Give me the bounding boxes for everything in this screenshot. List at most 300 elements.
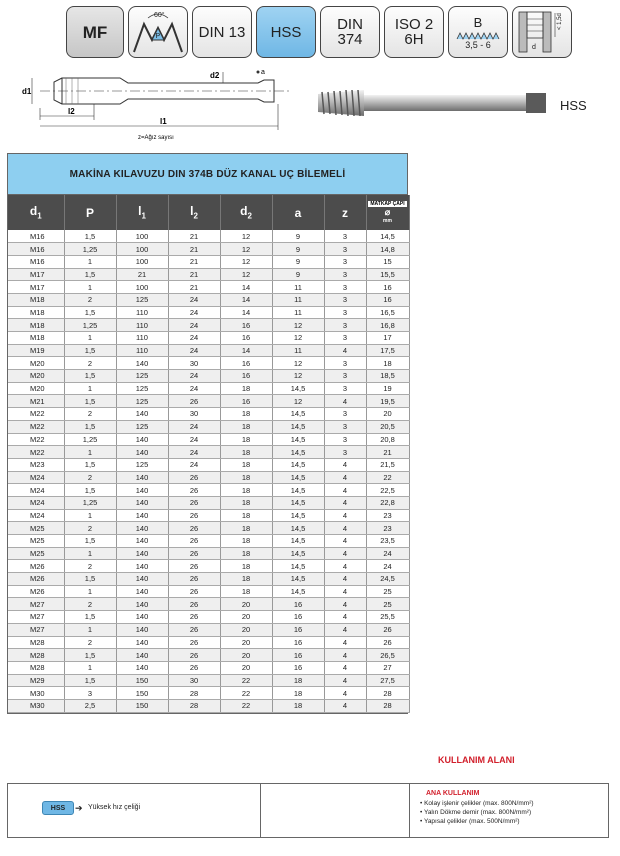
cell-a: 16 xyxy=(272,649,324,662)
cell-l1: 140 xyxy=(116,535,168,548)
cell-d2: 18 xyxy=(220,446,272,459)
cell-z: 4 xyxy=(324,687,366,700)
cell-a: 11 xyxy=(272,293,324,306)
cell-a: 14,5 xyxy=(272,535,324,548)
iso-line1: ISO 2 xyxy=(394,16,434,33)
table-row xyxy=(8,319,409,332)
cell-l1: 140 xyxy=(116,560,168,573)
main-usage-item: • Yapısal çelikler (max. 500N/mm²) xyxy=(420,818,520,825)
table-row xyxy=(8,522,409,535)
cell-a: 12 xyxy=(272,319,324,332)
cell-a: 14,5 xyxy=(272,471,324,484)
header-l2-sub: 2 xyxy=(193,211,198,221)
cell-a: 14,5 xyxy=(272,382,324,395)
cell-a: 18 xyxy=(272,687,324,700)
footer-divider-2 xyxy=(409,784,410,837)
cell-a: 16 xyxy=(272,661,324,674)
cell-drill-diameter: 25 xyxy=(366,598,409,611)
cell-l2: 26 xyxy=(168,573,220,586)
cell-p: 1,5 xyxy=(64,611,116,624)
cell-d2: 14 xyxy=(220,293,272,306)
table-row xyxy=(8,585,409,598)
cell-d2: 18 xyxy=(220,573,272,586)
cell-z: 4 xyxy=(324,560,366,573)
cell-drill-diameter: 16,8 xyxy=(366,319,409,332)
cell-a: 11 xyxy=(272,281,324,294)
table-row xyxy=(8,293,409,306)
cell-d2: 22 xyxy=(220,674,272,687)
cell-drill-diameter: 21 xyxy=(366,446,409,459)
cell-drill-diameter: 17 xyxy=(366,332,409,345)
cell-drill-diameter: 20,8 xyxy=(366,433,409,446)
cell-d1: M27 xyxy=(8,623,64,636)
cell-l1: 140 xyxy=(116,446,168,459)
diameter-icon: ⌀ xyxy=(384,207,391,217)
cell-d2: 20 xyxy=(220,598,272,611)
cell-l1: 150 xyxy=(116,674,168,687)
cell-p: 1,5 xyxy=(64,535,116,548)
cell-a: 18 xyxy=(272,699,324,712)
cell-d1: M19 xyxy=(8,344,64,357)
cell-p: 1,5 xyxy=(64,649,116,662)
cell-l2: 24 xyxy=(168,319,220,332)
cell-a: 9 xyxy=(272,243,324,256)
cell-drill-diameter: 27 xyxy=(366,661,409,674)
cell-d1: M28 xyxy=(8,661,64,674)
table-row xyxy=(8,243,409,256)
cell-drill-diameter: 19 xyxy=(366,382,409,395)
cell-p: 1,5 xyxy=(64,458,116,471)
cell-z: 3 xyxy=(324,230,366,243)
cell-l1: 150 xyxy=(116,687,168,700)
cell-l1: 140 xyxy=(116,433,168,446)
cell-z: 3 xyxy=(324,293,366,306)
thread-profile-badge xyxy=(128,6,188,58)
cell-l1: 140 xyxy=(116,522,168,535)
cell-p: 1,25 xyxy=(64,433,116,446)
cell-p: 2 xyxy=(64,522,116,535)
cell-z: 3 xyxy=(324,420,366,433)
table-row xyxy=(8,623,409,636)
section-badge xyxy=(512,6,572,58)
cell-d2: 18 xyxy=(220,560,272,573)
table-row xyxy=(8,281,409,294)
table-row xyxy=(8,573,409,586)
cell-l2: 26 xyxy=(168,395,220,408)
hss-badge xyxy=(256,6,316,58)
cell-drill-diameter: 22,5 xyxy=(366,484,409,497)
cell-z: 4 xyxy=(324,699,366,712)
cell-p: 1 xyxy=(64,547,116,560)
cell-d1: M25 xyxy=(8,547,64,560)
cell-l1: 140 xyxy=(116,611,168,624)
cell-l2: 24 xyxy=(168,332,220,345)
cell-z: 3 xyxy=(324,433,366,446)
spec-badge-row xyxy=(66,6,563,58)
cell-d2: 12 xyxy=(220,255,272,268)
table-row xyxy=(8,255,409,268)
cell-l2: 28 xyxy=(168,699,220,712)
cell-p: 2 xyxy=(64,357,116,370)
table-row xyxy=(8,687,409,700)
cell-z: 3 xyxy=(324,243,366,256)
cell-d2: 18 xyxy=(220,535,272,548)
din374-line1: DIN xyxy=(337,16,363,33)
cell-l2: 26 xyxy=(168,471,220,484)
cell-z: 4 xyxy=(324,522,366,535)
cell-d1: M26 xyxy=(8,573,64,586)
cell-z: 3 xyxy=(324,357,366,370)
cell-p: 1 xyxy=(64,623,116,636)
cell-z: 4 xyxy=(324,623,366,636)
cell-z: 4 xyxy=(324,458,366,471)
cell-l2: 24 xyxy=(168,382,220,395)
cell-a: 14,5 xyxy=(272,573,324,586)
cell-a: 18 xyxy=(272,674,324,687)
cell-z: 4 xyxy=(324,395,366,408)
cell-p: 1,5 xyxy=(64,395,116,408)
hss-legend-chip: HSS xyxy=(42,801,74,815)
cell-l1: 125 xyxy=(116,458,168,471)
cell-d2: 16 xyxy=(220,395,272,408)
arrow-right-icon: ➔ xyxy=(75,803,83,813)
cell-d1: M17 xyxy=(8,281,64,294)
cell-p: 1,25 xyxy=(64,319,116,332)
cell-p: 1 xyxy=(64,255,116,268)
cell-drill-diameter: 19,5 xyxy=(366,395,409,408)
cell-d2: 16 xyxy=(220,332,272,345)
cell-d1: M24 xyxy=(8,471,64,484)
cell-drill-diameter: 14,8 xyxy=(366,243,409,256)
cell-d2: 16 xyxy=(220,357,272,370)
cell-d1: M25 xyxy=(8,522,64,535)
cell-z: 4 xyxy=(324,471,366,484)
cell-l2: 24 xyxy=(168,458,220,471)
cell-drill-diameter: 26 xyxy=(366,623,409,636)
cell-l1: 21 xyxy=(116,268,168,281)
table-row xyxy=(8,484,409,497)
cell-d2: 20 xyxy=(220,649,272,662)
cell-l1: 125 xyxy=(116,420,168,433)
cell-a: 14,5 xyxy=(272,547,324,560)
header-l2-text: l xyxy=(190,204,194,219)
table-row xyxy=(8,535,409,548)
cell-d1: M16 xyxy=(8,243,64,256)
table-row xyxy=(8,332,409,345)
cell-p: 1,5 xyxy=(64,344,116,357)
cell-drill-diameter: 16 xyxy=(366,281,409,294)
d1-dimension-label: d1 xyxy=(22,87,32,96)
table-row xyxy=(8,382,409,395)
usage-area-title: KULLANIM ALANI xyxy=(438,755,515,765)
cell-l2: 26 xyxy=(168,509,220,522)
table-body xyxy=(8,230,409,712)
cell-d2: 22 xyxy=(220,699,272,712)
cell-l2: 24 xyxy=(168,293,220,306)
cell-l1: 110 xyxy=(116,332,168,345)
cell-l2: 21 xyxy=(168,268,220,281)
cell-z: 3 xyxy=(324,319,366,332)
header-d2-sub: 2 xyxy=(247,211,252,221)
cell-drill-diameter: 16 xyxy=(366,293,409,306)
cell-l1: 125 xyxy=(116,293,168,306)
cell-drill-diameter: 23,5 xyxy=(366,535,409,548)
cell-p: 2 xyxy=(64,598,116,611)
cell-z: 4 xyxy=(324,598,366,611)
header-d1-text: d xyxy=(29,204,38,219)
main-usage-list xyxy=(420,799,534,826)
cell-l1: 110 xyxy=(116,319,168,332)
cell-a: 14,5 xyxy=(272,585,324,598)
tap-dimension-drawing xyxy=(20,64,295,144)
cell-d1: M24 xyxy=(8,484,64,497)
cell-z: 4 xyxy=(324,649,366,662)
cell-d1: M20 xyxy=(8,370,64,383)
cell-d2: 18 xyxy=(220,408,272,421)
cell-z: 4 xyxy=(324,661,366,674)
cell-p: 1 xyxy=(64,509,116,522)
footer-legend xyxy=(7,783,609,838)
table-row xyxy=(8,370,409,383)
chamfer-profile-icon xyxy=(456,30,500,40)
cell-l1: 140 xyxy=(116,509,168,522)
cell-d2: 16 xyxy=(220,319,272,332)
main-usage-title: ANA KULLANIM xyxy=(426,790,480,797)
d2-dimension-label: d2 xyxy=(210,71,220,80)
chamfer-class-range: 3,5 - 6 xyxy=(465,39,491,50)
cell-l1: 125 xyxy=(116,370,168,383)
cell-drill-diameter: 20,5 xyxy=(366,420,409,433)
cell-l1: 100 xyxy=(116,255,168,268)
cell-z: 4 xyxy=(324,484,366,497)
cell-l2: 21 xyxy=(168,243,220,256)
cell-l1: 110 xyxy=(116,306,168,319)
header-a: a xyxy=(272,195,324,230)
cell-l2: 26 xyxy=(168,522,220,535)
cell-l2: 24 xyxy=(168,433,220,446)
tap-spec-table xyxy=(7,153,408,714)
mf-badge xyxy=(66,6,124,58)
cell-l1: 150 xyxy=(116,699,168,712)
cell-d1: M18 xyxy=(8,332,64,345)
cell-d2: 14 xyxy=(220,281,272,294)
cell-p: 2 xyxy=(64,560,116,573)
cell-z: 4 xyxy=(324,674,366,687)
cell-p: 1,25 xyxy=(64,243,116,256)
drill-diameter-unit: mm xyxy=(383,218,392,224)
cell-l2: 26 xyxy=(168,636,220,649)
cell-d1: M22 xyxy=(8,446,64,459)
cell-l1: 140 xyxy=(116,496,168,509)
cell-drill-diameter: 23 xyxy=(366,509,409,522)
cell-l2: 24 xyxy=(168,446,220,459)
cell-a: 16 xyxy=(272,636,324,649)
section-d-label: d xyxy=(532,44,536,51)
din13-label: DIN 13 xyxy=(198,23,246,41)
cell-d2: 20 xyxy=(220,636,272,649)
cell-l1: 140 xyxy=(116,598,168,611)
table-row xyxy=(8,636,409,649)
header-z: z xyxy=(324,195,366,230)
cell-d2: 20 xyxy=(220,623,272,636)
cell-l2: 24 xyxy=(168,344,220,357)
cell-l2: 21 xyxy=(168,230,220,243)
cell-l2: 26 xyxy=(168,661,220,674)
cell-drill-diameter: 17,5 xyxy=(366,344,409,357)
cell-p: 2 xyxy=(64,408,116,421)
din374-badge xyxy=(320,6,380,58)
iso-line2: 6H xyxy=(404,31,424,48)
cell-l1: 100 xyxy=(116,281,168,294)
cell-a: 12 xyxy=(272,370,324,383)
cell-d1: M29 xyxy=(8,674,64,687)
cell-d2: 18 xyxy=(220,382,272,395)
header-l1-text: l xyxy=(138,204,142,219)
cell-drill-diameter: 28 xyxy=(366,687,409,700)
cell-a: 14,5 xyxy=(272,420,324,433)
cell-d2: 18 xyxy=(220,496,272,509)
cell-l2: 21 xyxy=(168,255,220,268)
cell-drill-diameter: 22,8 xyxy=(366,496,409,509)
cell-z: 4 xyxy=(324,509,366,522)
table-row xyxy=(8,433,409,446)
cell-l1: 100 xyxy=(116,230,168,243)
cell-a: 12 xyxy=(272,357,324,370)
cell-a: 14,5 xyxy=(272,458,324,471)
cell-d1: M17 xyxy=(8,268,64,281)
cell-d2: 18 xyxy=(220,522,272,535)
cell-d1: M16 xyxy=(8,230,64,243)
table-row xyxy=(8,471,409,484)
cell-d1: M24 xyxy=(8,496,64,509)
cell-drill-diameter: 22 xyxy=(366,471,409,484)
cell-drill-diameter: 15 xyxy=(366,255,409,268)
cell-l2: 26 xyxy=(168,535,220,548)
table-row xyxy=(8,446,409,459)
table-header-row xyxy=(8,195,409,230)
cell-p: 1,5 xyxy=(64,674,116,687)
cell-d1: M27 xyxy=(8,611,64,624)
cell-drill-diameter: 23 xyxy=(366,522,409,535)
cell-a: 9 xyxy=(272,268,324,281)
l2-dimension-label: l2 xyxy=(68,107,75,116)
header-d1-sub: 1 xyxy=(37,211,42,221)
cell-p: 1,5 xyxy=(64,573,116,586)
cell-l2: 26 xyxy=(168,598,220,611)
cell-l1: 110 xyxy=(116,344,168,357)
cell-d1: M20 xyxy=(8,357,64,370)
cell-d2: 18 xyxy=(220,458,272,471)
cell-a: 16 xyxy=(272,611,324,624)
cell-l1: 140 xyxy=(116,357,168,370)
cell-a: 14,5 xyxy=(272,446,324,459)
cell-a: 14,5 xyxy=(272,522,324,535)
cell-p: 1,5 xyxy=(64,484,116,497)
cell-z: 3 xyxy=(324,408,366,421)
cell-p: 1 xyxy=(64,332,116,345)
cell-drill-diameter: 24 xyxy=(366,547,409,560)
cell-z: 4 xyxy=(324,585,366,598)
cell-l2: 30 xyxy=(168,408,220,421)
hss-legend-description: Yüksek hız çeliği xyxy=(88,804,141,811)
cell-l1: 140 xyxy=(116,585,168,598)
table-title: MAKİNA KILAVUZU DIN 374B DÜZ KANAL UÇ BİLEMELİ xyxy=(8,154,407,195)
cell-drill-diameter: 24,5 xyxy=(366,573,409,586)
cell-a: 9 xyxy=(272,230,324,243)
cell-l1: 140 xyxy=(116,649,168,662)
cell-d1: M22 xyxy=(8,420,64,433)
cell-l2: 26 xyxy=(168,484,220,497)
table-row xyxy=(8,420,409,433)
thread-pitch-label: P xyxy=(155,33,161,40)
hss-badge-label: HSS xyxy=(270,23,302,41)
cell-l1: 125 xyxy=(116,395,168,408)
cell-z: 4 xyxy=(324,611,366,624)
cell-d2: 14 xyxy=(220,344,272,357)
cell-l1: 100 xyxy=(116,243,168,256)
mf-badge-label: MF xyxy=(82,22,108,42)
cell-d1: M23 xyxy=(8,458,64,471)
cell-p: 2,5 xyxy=(64,699,116,712)
cell-p: 1,5 xyxy=(64,306,116,319)
table-row xyxy=(8,611,409,624)
cell-d1: M18 xyxy=(8,306,64,319)
cell-d2: 18 xyxy=(220,484,272,497)
cell-l2: 30 xyxy=(168,674,220,687)
cell-drill-diameter: 26,5 xyxy=(366,649,409,662)
cell-p: 1,5 xyxy=(64,230,116,243)
product-material-label: HSS xyxy=(560,98,587,113)
cell-drill-diameter: 21,5 xyxy=(366,458,409,471)
cell-d1: M22 xyxy=(8,433,64,446)
cell-d1: M21 xyxy=(8,395,64,408)
cell-d2: 18 xyxy=(220,585,272,598)
cell-d1: M24 xyxy=(8,509,64,522)
cell-l1: 140 xyxy=(116,661,168,674)
cell-z: 4 xyxy=(324,344,366,357)
cell-d1: M20 xyxy=(8,382,64,395)
cell-a: 11 xyxy=(272,344,324,357)
cell-d1: M18 xyxy=(8,319,64,332)
table-row xyxy=(8,395,409,408)
din13-badge xyxy=(192,6,252,58)
iso-badge xyxy=(384,6,444,58)
cell-l2: 26 xyxy=(168,649,220,662)
cell-a: 14,5 xyxy=(272,509,324,522)
cell-p: 1,25 xyxy=(64,496,116,509)
cell-drill-diameter: 27,5 xyxy=(366,674,409,687)
footer-divider xyxy=(260,784,261,837)
table-row xyxy=(8,547,409,560)
table-row xyxy=(8,344,409,357)
cell-a: 14,5 xyxy=(272,560,324,573)
cell-l1: 140 xyxy=(116,636,168,649)
hole-section-icon xyxy=(515,9,569,55)
cell-l2: 21 xyxy=(168,281,220,294)
cell-d1: M30 xyxy=(8,699,64,712)
cell-p: 2 xyxy=(64,636,116,649)
cell-p: 1 xyxy=(64,661,116,674)
header-l1 xyxy=(116,195,168,230)
cell-p: 1 xyxy=(64,382,116,395)
cell-d1: M18 xyxy=(8,293,64,306)
header-p: P xyxy=(64,195,116,230)
tap-product-image xyxy=(316,84,546,122)
table-row xyxy=(8,674,409,687)
cell-z: 3 xyxy=(324,370,366,383)
thread-angle-label: 60° xyxy=(154,12,165,19)
cell-l2: 24 xyxy=(168,306,220,319)
